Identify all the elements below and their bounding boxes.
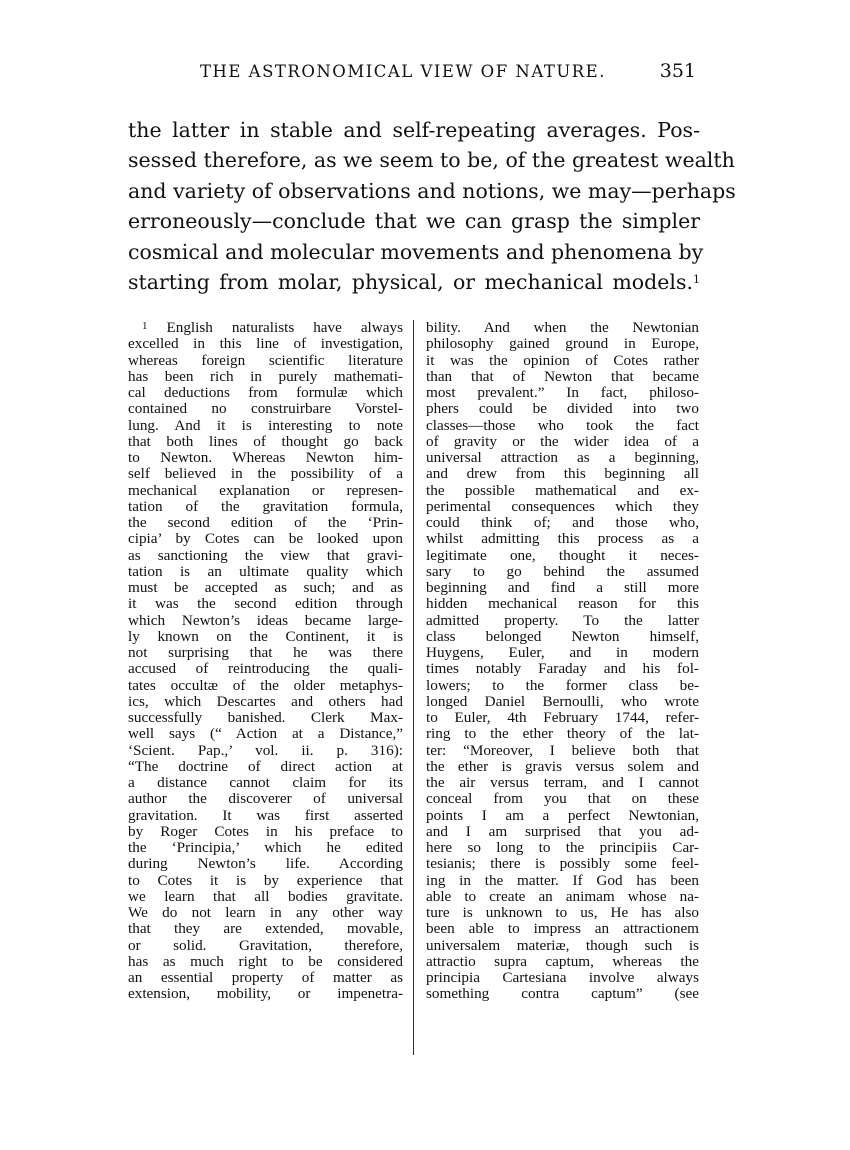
footnote-line: the possible mathematical and ex- [426, 481, 699, 499]
footnote-line: tation is an ultimate quality which [128, 562, 403, 580]
main-text-line: starting from molar, physical, or mechanical models. [128, 269, 693, 294]
footnote-line: to Cotes it is by experience that [128, 871, 403, 889]
footnote-line: during Newton’s life. According [128, 855, 403, 873]
footnote-line: of gravity or the wider idea of a [426, 432, 699, 450]
footnote-line: a distance cannot claim for its [128, 774, 403, 791]
footnote-line: something contra captum” (see [426, 985, 699, 1003]
footnote-line: class belonged Newton himself, [426, 627, 699, 645]
footnote-line: ter: “Moreover, I believe both that [426, 741, 699, 759]
footnote-line: perimental consequences which they [426, 497, 699, 515]
footnote-line: which Newton’s ideas became large- [128, 611, 403, 629]
footnote-line: accused of reintroducing the quali- [128, 660, 403, 678]
footnote-line: conceal from you that on these [426, 790, 699, 808]
footnote-line: We do not learn in any other way [128, 904, 403, 921]
footnote-right-column [426, 320, 699, 1003]
footnote-line: must be accepted as such; and as [128, 579, 403, 596]
footnote-line: phers could be divided into two [426, 400, 699, 418]
footnote-line: it was the opinion of Cotes rather [426, 351, 699, 369]
footnote-line: contained no construirbare Vorstel- [128, 400, 403, 418]
footnote-line: not surprising that he was there [128, 644, 403, 661]
footnote-line: hidden mechanical reason for this [426, 595, 699, 613]
footnote-line: admitted property. To the latter [426, 611, 699, 629]
main-text-line: erroneously—conclude that we can grasp the simpler [128, 209, 700, 234]
footnote-line: Huygens, Euler, and in modern [426, 644, 699, 661]
page-number: 351 [659, 60, 696, 82]
footnote-line: classes—those who took the fact [426, 416, 699, 434]
footnote-line: longed Daniel Bernoulli, who wrote [426, 692, 699, 710]
footnote-line: to Newton. Whereas Newton him- [128, 449, 403, 466]
main-text-line: and variety of observations and notions, we may—perhaps [128, 178, 736, 203]
footnote-line: “The doctrine of direct action at [128, 757, 403, 775]
footnote-line: has been rich in purely mathemati- [128, 367, 403, 385]
footnote-line: tesianis; there is possibly some feel- [426, 855, 699, 873]
main-text-line-last [128, 267, 700, 297]
footnote-line: bility. And when the Newtonian [426, 319, 699, 336]
footnote-line [128, 320, 403, 336]
footnote-line: whilst admitting this process as a [426, 530, 699, 548]
footnote-line: ing in the matter. If God has been [426, 871, 699, 889]
footnote-line: tation of the gravitation formula, [128, 497, 403, 515]
footnote-line: most prevalent.” In fact, philoso- [426, 384, 699, 401]
footnote-line: ‘Scient. Pap.,’ vol. ii. p. 316): [128, 741, 403, 759]
footnote-line: that they are extended, movable, [128, 920, 403, 938]
footnote-line: well says (“ Action at a Distance,” [128, 725, 403, 743]
footnote-line: beginning and find a still more [426, 579, 699, 596]
footnote-text: English naturalists have always [166, 319, 403, 336]
footnote-line: author the discoverer of universal [128, 790, 403, 808]
column-divider [413, 320, 414, 1055]
footnote-line: could think of; and those who, [426, 514, 699, 531]
footnote-line: that both lines of thought go back [128, 432, 403, 450]
footnote-line: here so long to the principiis Car- [426, 839, 699, 856]
footnote-line: has as much right to be considered [128, 952, 403, 970]
footnote-line: cipia’ by Cotes can be looked upon [128, 530, 403, 548]
footnote-line: to Euler, 4th February 1744, refer- [426, 709, 699, 726]
footnote-line: been able to impress an attractionem [426, 920, 699, 938]
footnote-line: and I am surprised that you ad- [426, 822, 699, 840]
footnote-line: whereas foreign scientific literature [128, 351, 403, 369]
footnote-line: ring to the ether theory of the lat- [426, 725, 699, 743]
footnote-line: as sanctioning the view that gravi- [128, 546, 403, 564]
footnote-line: principia Cartesiana involve always [426, 969, 699, 986]
footnote-line: than that of Newton that became [426, 367, 699, 385]
footnote-reference: 1 [693, 272, 700, 286]
footnote-line: the air versus terram, and I cannot [426, 774, 699, 791]
footnote-line: mechanical explanation or represen- [128, 481, 403, 499]
footnote-line: we learn that all bodies gravitate. [128, 887, 403, 905]
footnote-line: able to create an animam whose na- [426, 887, 699, 905]
footnote-line: by Roger Cotes in his preface to [128, 822, 403, 840]
footnote-line: legitimate one, thought it neces- [426, 546, 699, 564]
footnote-line: lung. And it is interesting to note [128, 416, 403, 434]
footnote-line: tates occultæ of the older metaphys- [128, 676, 403, 694]
footnote-line: or solid. Gravitation, therefore, [128, 936, 403, 954]
main-text-line: cosmical and molecular movements and phenomena by [128, 239, 704, 264]
footnote-line: an essential property of matter as [128, 969, 403, 986]
running-title: THE ASTRONOMICAL VIEW OF NATURE. [200, 62, 606, 81]
footnote-line: cal deductions from formulæ which [128, 384, 403, 401]
footnote-line: times notably Faraday and his fol- [426, 660, 699, 678]
main-text-line: sessed therefore, as we seem to be, of the greatest wealth [128, 148, 735, 173]
footnote-line: extension, mobility, or impenetra- [128, 985, 403, 1003]
footnote-line: the ether is gravis versus solem and [426, 757, 699, 775]
footnote-line: universalem materiæ, though such is [426, 936, 699, 954]
footnote-line: ture is unknown to us, He has also [426, 904, 699, 921]
footnote-line: successfully banished. Clerk Max- [128, 709, 403, 726]
footnote-line: it was the second edition through [128, 595, 403, 613]
footnote-line: and drew from this beginning all [426, 465, 699, 483]
main-text-line: the latter in stable and self-repeating averages. Pos- [128, 118, 700, 142]
footnote-line: ly known on the Continent, it is [128, 627, 403, 645]
footnote-line: universal attraction as a beginning, [426, 449, 699, 466]
footnote-line: gravitation. It was first asserted [128, 806, 403, 824]
main-paragraph [128, 115, 736, 297]
footnote-line: ics, which Descartes and others had [128, 692, 403, 710]
footnote-left-column [128, 320, 403, 1003]
footnote-line: sary to go behind the assumed [426, 562, 699, 580]
footnote-line: lowers; to the former class be- [426, 676, 699, 694]
footnote-line: points I am a perfect Newtonian, [426, 806, 699, 824]
footnote-line: excelled in this line of investigation, [128, 335, 403, 353]
footnote-line: attractio supra captum, whereas the [426, 952, 699, 970]
footnote-line: the second edition of the ‘Prin- [128, 514, 403, 531]
footnote-line: self believed in the possibility of a [128, 465, 403, 483]
running-header [200, 62, 696, 92]
footnote-line: philosophy gained ground in Europe, [426, 335, 699, 353]
footnote-marker: 1 [142, 320, 148, 332]
footnote-line: the ‘Principia,’ which he edited [128, 839, 403, 856]
